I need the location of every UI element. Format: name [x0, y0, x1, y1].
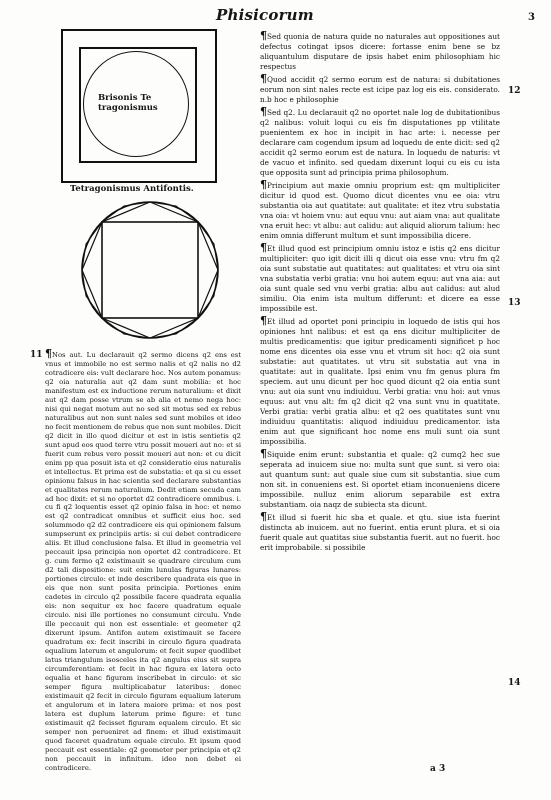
signature-mark: a 3 — [430, 764, 446, 774]
margin-number: 13 — [508, 298, 521, 308]
page-header — [0, 6, 551, 28]
folio-number: 3 — [528, 12, 535, 23]
pilcrow-mark: ¶ — [260, 510, 267, 523]
pilcrow-mark: ¶ — [260, 29, 267, 42]
paragraph-text: Nos aut. Lu declarauit q2 sermo dicens q2 ens est vnus et immobile no est sermo nalis et q2 nalis no d2 cotradicere eis: vult declarare hoc. Nos autem ponamus: q2 oia naturalia aut q2 dam sunt mobilia: et hoc manifestum est ex inductione rerum naturalium: et dixit aut q2 dam posse vtrum se ab alia et nemo nega hoc: nisi qui negat motum aut no sed sit motus sed ex rebus naturalibus aut non sunt nales sed sunt mobiles et ideo no fecit mentionem de rebus que non sunt mobiles. Dicit q2 dicit in illo quod dicitur et est in istis sentietis q2 sunt apud eos quod terre vtru possit moueri aut no: et si fuerit cum rebus vero possit moueri aut non: et cu dicit enim pp qua posuit ista et q2 consideratio eius naturalis et intellectus. Et prima est de substatia: et qa si cu esset opinionu falsus in hac scientia sed declarare substantias et qualitates rerum naturalium. Dedit etiam secuda cam ad hoc dixit: et si no oportet d2 contradicere omnibus. i. cu fi q2 loquentis esset q2 opinio falsa in hoc: et nemo est q2 contradicat omnibus et sufficit eius hoc. sed solummodo q2 d2 contradicere eis qui opinionem falsum sumpserunt ex principiis artis: si cui debet contradicere aliis. Et illud conclusione falsa. Et illud in geometria vel peccauit ipsa principia non oportet d2 contradicere. Et g. cum fermo q2 existimauit se quadrare circulum cum d2 tali dispositione: suit enim lunulas figuras lunares: portiones circulo: et inde describere quadrata eis que in eis que non sunt posita principia. Portiones enim cadetes in circulo q2 possibile facere quadrata equalia eis: non sequitur ex hoc facere quadratum equale circulo. nisi ille portiones no consumunt circulu. Vnde ille peccauit qui non est essentiale: et geometer q2 dixerunt ipsum. Antifon autem existimauit se facere quadratum ex: fecit inscribi in circulo figura quadrata equalium laterum et angulorum: et fecit super quodlibet latus triangulum isosceles ita q2 angulus eius sit supra circumferentiam: et fecit in hac figura ex latera octo equalia et hanc figuram inscribebat in circulo: et sic semper figura multiplicabatur lateribus: donec existimauit q2 fecit in circulo figuram equalium laterum et angulorum et in latera maiore prima: et nos post latera est duplum laterum prime figure: et tunc existimauit q2 fecisset figuram equalem circulo. Et sic semper non perueniret ad finem: et illud existimauit quod faceret quadratum equale circulo. Et ipsum quod peccauit est essentiale: q2 geometer per principia et q2 non peccauit in infinitum. ideo non debet ei contradicere. — [45, 351, 241, 772]
antiphon-figure — [78, 198, 223, 343]
pilcrow-mark: ¶ — [260, 105, 267, 118]
paragraph-text: Sed q2. Lu declarauit q2 no oportet nale log de dubitationibus q2 nalibus: voluit loqui cu eis fm disputationes pp vtilitate puenientem ex hoc in incipit in hac arte: i. necesse per declarare cam cogendum ipsum ad loquedu de ente dicit: sed q2 accidit q2 sermo eorum est de natura. In loquedu de naturis: vt de vacuo et infinito. sed quedam dixerunt loqui cu eis cu ista que opposita sunt ad principia prima philosophum. — [260, 108, 500, 177]
text-paragraph — [260, 243, 500, 314]
pilcrow-mark: ¶ — [260, 447, 267, 460]
left-text-column — [45, 347, 241, 775]
paragraph-text: Et illud quod est principium omniu istoz e istis q2 ens dicitur multipliciter: quo igit dicit illi q dicut oia esse vnu: vtru fm q2 oia sunt substatie aut quatitates: aut qualitates: et vtru oia sint vna substatia verbi gratia: vnu hoi autem equu: aut vna aia: aut oia sunt quale sed vnu verbi gratia: albu aut calidus: aut alud similiu. Oia enim ista multum differunt: et dicere ea esse impossibile est. — [260, 244, 500, 313]
paragraph-text: Principium aut maxie omniu proprium est: qm multipliciter dicitur id quod est. Quomo dicut dicentes vnu ee oia: vtru substantia oia aut quatitate: aut qualitate: et itez vtru substatia vna oia: vt hoiem vnu: aut equu vnu: aut aiam vna: aut qualitate vna eruit hec: vt albu: aut calidu: aut aliquid aliorum talium: hec enim omnia differunt multum et sunt impossibilia dicere. — [260, 181, 500, 240]
bryson-label-line1: Brisonis Te — [98, 93, 152, 103]
margin-number: 14 — [508, 678, 521, 688]
pilcrow-mark: ¶ — [260, 314, 267, 327]
antiphon-inner-square — [102, 222, 198, 318]
bryson-figure-label — [98, 93, 158, 113]
text-paragraph — [260, 449, 500, 510]
paragraph-text: Et illud ad oportet poni principiu in loquedo de istis qui hos opiniones hnt nalibus: et est qa ens dicitur multipliciter de multis predicamentis: que igitur predicamenti significet p hoc nome ens dicentes oia esse vnu et vtrum sit hoc: q2 oia sunt substatie: aut quatitates. ut vtru sit substatia aut vna in quatitate: aut in qualitate. Ipsi enim vnu fm genus plura fm speciem. aut unu dicunt per hoc quod dicunt q2 oia entia sunt vnu: aut oia sunt vnu indiuiduu. Verbi gratia: vnu hoi: aut vnus equus: aut vnu alt: fm q2 dicit q2 vna sunt vnu in quatitate. Verbi gratia: verbi gratia albu: et q2 oes quatitates sunt vnu indiuiduu quantitatis: aliquod indiuiduu predicamentor. ista enim aut que significant hoc nome ens muli sunt oia sunt impossibilia. — [260, 317, 500, 446]
text-paragraph — [260, 512, 500, 553]
right-text-column — [260, 31, 500, 555]
bryson-label-line2: tragonismus — [98, 103, 158, 113]
paragraph-text: Et illud si fuerit hic sba et quale. et qtu. siue ista fuerint distincta ab inuicem. aut no fuerint. entia erunt plura. et si oia fuerit quale aut quatitas siue substantia fuerit. aut no fuerit. hoc erit improbabile. si possibile — [260, 513, 500, 552]
margin-number: 11 — [30, 350, 43, 360]
margin-number: 12 — [508, 86, 521, 96]
antiphon-caption: Tetragonismus Antifontis. — [70, 184, 194, 194]
text-paragraph — [260, 31, 500, 72]
bryson-figure — [61, 29, 217, 185]
text-paragraph — [260, 107, 500, 178]
pilcrow-mark: ¶ — [45, 347, 52, 360]
paragraph-text: Siquide enim erunt: substantia et quale: q2 cumq2 hec sue seperata ad inuicem siue no: multa sunt que sunt. si vero oia: aut quantum sunt: aut quale siue cum sit substantia. siue cum non sit. in conueniens est. Si oportet etiam inconueniens dicere impossibile. nulluz enim aliorum separabile est extra substantiam. oia naqz de subiecta sta dicunt. — [260, 450, 500, 509]
paragraph-text: Sed quonia de natura quide no naturales aut oppositiones aut defectus cotingat ipsos dicere: fortasse enim bene se bz aliquantulum disputare de ipsis habet enim philosophiam hic respectus — [260, 32, 500, 71]
running-title: Phisicorum — [216, 6, 314, 24]
text-paragraph — [260, 316, 500, 447]
text-paragraph — [260, 180, 500, 241]
text-paragraph — [45, 347, 241, 773]
pilcrow-mark: ¶ — [260, 178, 267, 191]
pilcrow-mark: ¶ — [260, 241, 267, 254]
paragraph-text: Quod accidit q2 sermo eorum est de natura: si dubitationes eorum non sint nales recte est icipe paz log eis eis. considerato. n.b hoc e philosophie — [260, 75, 500, 104]
text-paragraph — [260, 74, 500, 105]
pilcrow-mark: ¶ — [260, 72, 267, 85]
